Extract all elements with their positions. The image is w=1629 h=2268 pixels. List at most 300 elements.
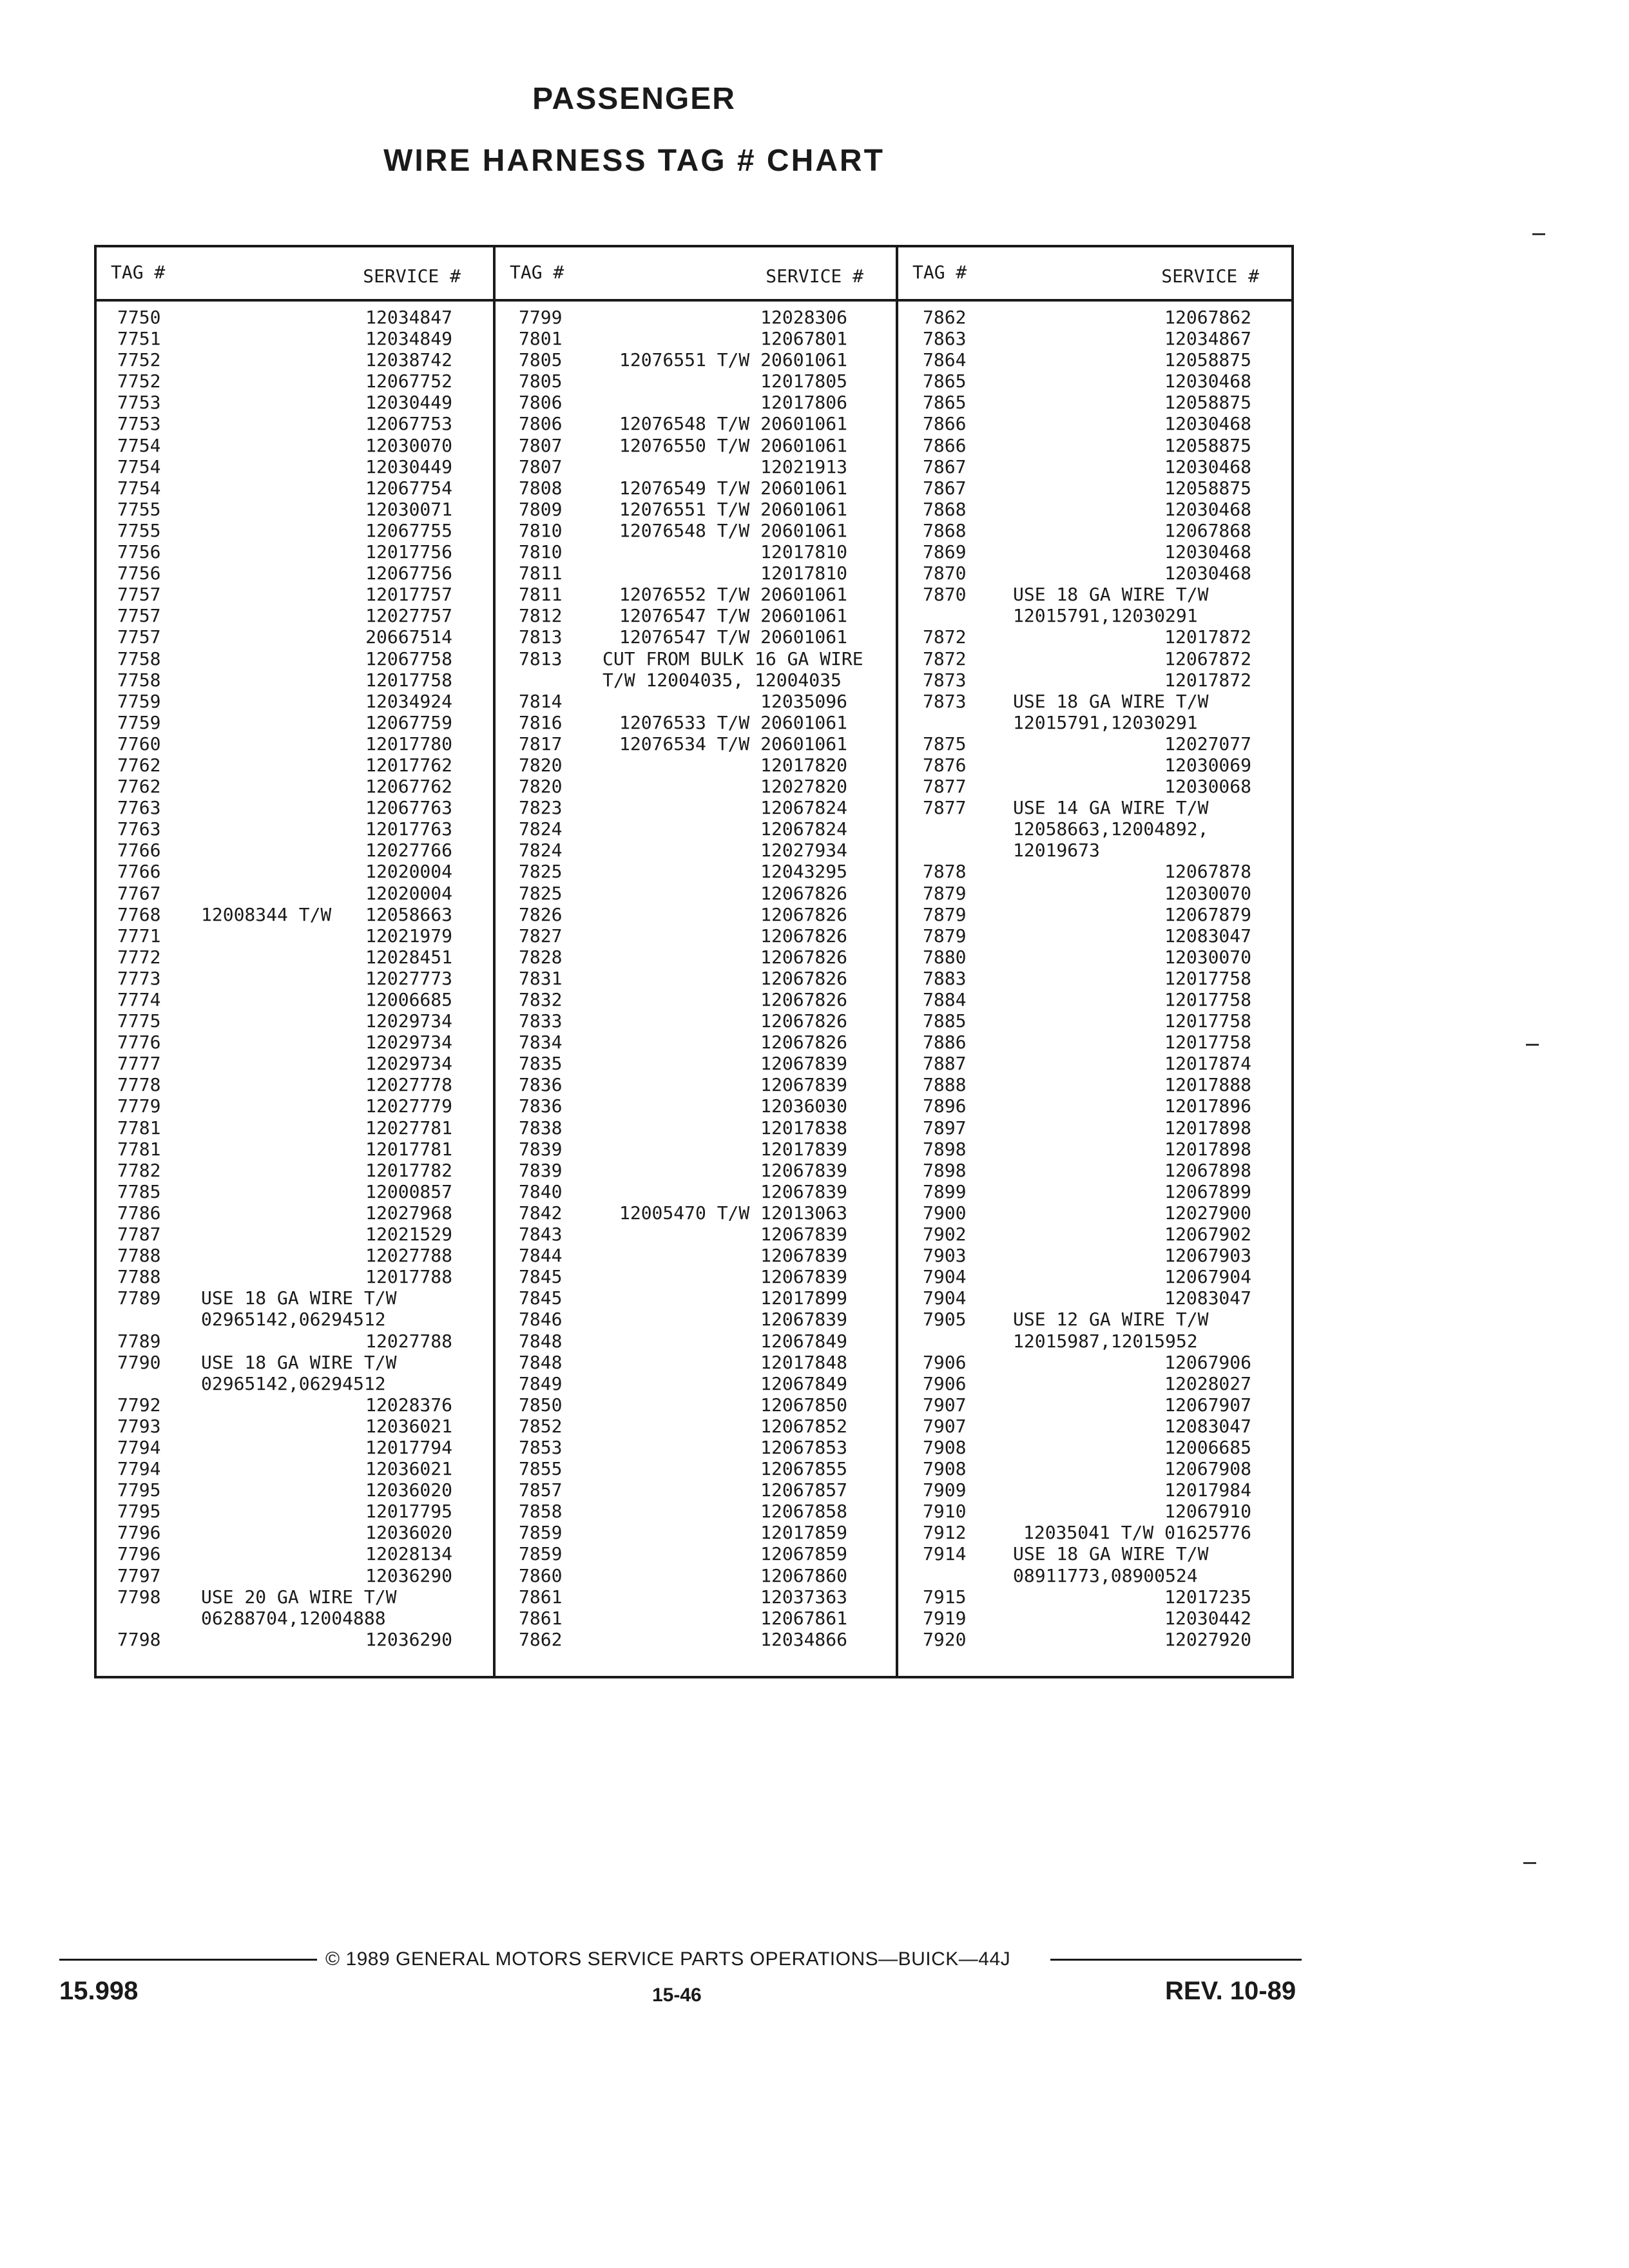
table-row: [923, 1373, 1251, 1394]
service-number: 12083047: [1164, 925, 1251, 947]
service-number: 12034849: [365, 328, 452, 350]
tag-number: 7759: [117, 711, 161, 733]
tag-number: 7757: [117, 626, 161, 648]
service-number: 12058875: [1164, 392, 1251, 414]
service-number: 12067899: [1164, 1180, 1251, 1202]
tag-number: 7883: [923, 967, 967, 989]
table-row: [117, 669, 452, 691]
tag-number: 7774: [117, 989, 161, 1010]
tag-number: 7906: [923, 1372, 967, 1394]
tag-number: 7789: [117, 1287, 161, 1309]
table-row: [117, 883, 452, 904]
table-row: [923, 1458, 1251, 1479]
tag-number: 7898: [923, 1159, 967, 1181]
service-number: 12067826: [760, 989, 847, 1010]
service-number: 12017874: [1164, 1053, 1251, 1075]
tag-number: 7771: [117, 925, 161, 947]
table-row: [117, 1202, 452, 1224]
service-number: 12067853: [760, 1436, 847, 1458]
tag-header: TAG #: [510, 262, 564, 283]
tag-number: 7903: [923, 1245, 967, 1267]
tag-number: 7914: [923, 1543, 967, 1565]
service-number: 12027900: [1164, 1202, 1251, 1224]
wire-note: 06288704,12004888: [201, 1607, 386, 1629]
tag-number: 7795: [117, 1479, 161, 1501]
service-number: 12021529: [365, 1224, 452, 1245]
column-divider: [896, 247, 898, 1676]
table-row: [923, 392, 1251, 413]
service-number: 20667514: [365, 626, 452, 648]
table-row: [923, 456, 1251, 477]
wire-note: 12019673: [1013, 840, 1100, 861]
service-number: 12036021: [365, 1458, 452, 1480]
tag-number: 7857: [519, 1479, 563, 1501]
service-number: 12017896: [1164, 1095, 1251, 1117]
tag-number: 7868: [923, 519, 967, 541]
table-row: [923, 1352, 1251, 1373]
service-number: 12083047: [1164, 1415, 1251, 1437]
service-number: 12017763: [365, 818, 452, 840]
chart-title: WIRE HARNESS TAG # CHART: [383, 144, 885, 178]
tag-number: 7861: [519, 1586, 563, 1608]
tag-number: 7902: [923, 1224, 967, 1245]
tag-number: 7788: [117, 1245, 161, 1267]
service-number: 12029734: [365, 1010, 452, 1032]
table-row: [117, 1032, 452, 1053]
tag-number: 7831: [519, 967, 563, 989]
service-header: SERVICE #: [766, 265, 863, 287]
service-number: 12067910: [1164, 1501, 1251, 1523]
tag-number: 7806: [519, 392, 563, 414]
table-row: [519, 1629, 847, 1650]
tag-number: 7757: [117, 584, 161, 606]
service-number: 12076548 T/W 20601061: [619, 519, 847, 541]
table-row: [923, 520, 1251, 541]
table-row: [923, 904, 1251, 925]
table-row: [117, 520, 452, 541]
service-number: 12067859: [760, 1543, 847, 1565]
tag-number: 7793: [117, 1415, 161, 1437]
service-number: 12036020: [365, 1522, 452, 1544]
tag-number: 7807: [519, 434, 563, 456]
service-number: 12017898: [1164, 1138, 1251, 1160]
service-number: 12067849: [760, 1372, 847, 1394]
table-row: [117, 477, 452, 499]
table-row: [519, 989, 847, 1010]
tag-header: TAG #: [111, 262, 166, 283]
tag-number: 7904: [923, 1287, 967, 1309]
service-number: 12036020: [365, 1479, 452, 1501]
table-row: [117, 1352, 452, 1373]
tag-number: 7795: [117, 1501, 161, 1523]
table-row: [923, 1586, 1251, 1608]
tag-number: 7814: [519, 690, 563, 712]
service-number: 12017810: [760, 541, 847, 563]
tag-number: 7873: [923, 690, 967, 712]
service-number: 12027077: [1164, 733, 1251, 754]
table-row: [923, 1202, 1251, 1224]
table-row: [923, 925, 1251, 947]
tag-number: 7763: [117, 797, 161, 819]
service-number: 12034866: [760, 1628, 847, 1650]
service-number: 12021913: [760, 456, 847, 477]
table-row: [923, 1010, 1251, 1032]
service-number: 12027773: [365, 967, 452, 989]
tag-number: 7766: [117, 861, 161, 883]
tag-number: 7877: [923, 776, 967, 798]
table-row: [923, 776, 1251, 797]
table-row: [519, 584, 847, 605]
table-row: [519, 776, 847, 797]
tag-number: 7886: [923, 1032, 967, 1053]
table-row: [117, 1394, 452, 1416]
service-number: 12067826: [760, 946, 847, 968]
table-row: [923, 1309, 1251, 1330]
tag-number: 7816: [519, 711, 563, 733]
page-title: PASSENGER: [532, 82, 736, 116]
tag-number: 7766: [117, 840, 161, 861]
table-row: [923, 1032, 1251, 1053]
wire-note: USE 18 GA WIRE T/W: [201, 1287, 397, 1309]
table-row: [923, 541, 1251, 562]
tag-number: 7828: [519, 946, 563, 968]
scan-mark: [1532, 233, 1545, 235]
service-number: 12017899: [760, 1287, 847, 1309]
table-row: [923, 499, 1251, 520]
table-row: [117, 1053, 452, 1074]
tag-number: 7832: [519, 989, 563, 1010]
table-row: [117, 818, 452, 840]
tag-number: 7868: [923, 498, 967, 520]
table-row: [923, 1117, 1251, 1139]
table-row: [923, 712, 1251, 733]
tag-number: 7869: [923, 541, 967, 563]
service-number: 12058875: [1164, 434, 1251, 456]
service-number: 12030468: [1164, 370, 1251, 392]
tag-number: 7762: [117, 754, 161, 776]
tag-number: 7863: [923, 328, 967, 350]
table-row: [117, 1117, 452, 1139]
service-number: 12017795: [365, 1501, 452, 1523]
service-number: 12017788: [365, 1266, 452, 1288]
service-number: 12067758: [365, 648, 452, 669]
table-row: [117, 413, 452, 434]
table-row: [519, 1224, 847, 1245]
service-number: 12067904: [1164, 1266, 1251, 1288]
tag-number: 7906: [923, 1351, 967, 1373]
copyright-line: © 1989 GENERAL MOTORS SERVICE PARTS OPERATIONS—BUICK—44J: [325, 1948, 1011, 1970]
table-row: [923, 1394, 1251, 1416]
service-number: 12027788: [365, 1245, 452, 1267]
wire-note: USE 20 GA WIRE T/W: [201, 1586, 397, 1608]
tag-number: 7801: [519, 328, 563, 350]
tag-number: 7810: [519, 541, 563, 563]
service-number: 12030068: [1164, 776, 1251, 798]
table-row: [117, 904, 452, 925]
wire-note: USE 18 GA WIRE T/W: [1013, 1543, 1209, 1565]
revision-label: REV. 10-89: [1165, 1977, 1296, 2005]
tag-number: 7778: [117, 1074, 161, 1096]
table-row: [923, 754, 1251, 776]
table-row: [519, 413, 847, 434]
tag-number: 7855: [519, 1458, 563, 1480]
wire-note: 02965142,06294512: [201, 1372, 386, 1394]
table-row: [117, 733, 452, 754]
tag-number: 7756: [117, 562, 161, 584]
table-row: [117, 1543, 452, 1564]
tag-number: 7878: [923, 861, 967, 883]
service-number: 12067826: [760, 903, 847, 925]
wire-note: USE 14 GA WIRE T/W: [1013, 797, 1209, 819]
table-row: [923, 669, 1251, 691]
column-header-3: [898, 250, 1291, 302]
tag-number: 7812: [519, 605, 563, 627]
table-row: [117, 1501, 452, 1522]
table-row: [117, 307, 452, 328]
service-number: 12017758: [1164, 1010, 1251, 1032]
tag-number: 7788: [117, 1266, 161, 1288]
table-row: [923, 349, 1251, 370]
tag-number: 7779: [117, 1095, 161, 1117]
service-number: 12036021: [365, 1415, 452, 1437]
service-number: 12017757: [365, 584, 452, 606]
table-row: [923, 1053, 1251, 1074]
table-row: [519, 861, 847, 882]
service-number: 12067839: [760, 1224, 847, 1245]
tag-number: 7849: [519, 1372, 563, 1394]
table-row: [923, 861, 1251, 882]
table-row: [117, 861, 452, 882]
tag-number: 7867: [923, 477, 967, 499]
tag-number: 7876: [923, 754, 967, 776]
wire-note: 08911773,08900524: [1013, 1564, 1198, 1586]
service-number: 12067849: [760, 1330, 847, 1352]
service-number: 12017782: [365, 1159, 452, 1181]
table-row: [117, 1160, 452, 1181]
service-number: 12017838: [760, 1117, 847, 1139]
tag-number: 7825: [519, 882, 563, 904]
footer-rule-right: [1050, 1959, 1302, 1961]
tag-number: 7808: [519, 477, 563, 499]
tag-number: 7817: [519, 733, 563, 754]
table-row: [117, 797, 452, 818]
tag-number: 7754: [117, 434, 161, 456]
tag-number: 7755: [117, 498, 161, 520]
table-row: [519, 1586, 847, 1608]
wire-note: 02965142,06294512: [201, 1309, 386, 1331]
table-row: [519, 499, 847, 520]
service-number: 12017872: [1164, 626, 1251, 648]
service-number: 12027757: [365, 605, 452, 627]
table-row: [923, 1479, 1251, 1501]
tag-number: 7753: [117, 392, 161, 414]
tag-number: 7799: [519, 307, 563, 328]
service-number: 12017806: [760, 392, 847, 414]
table-row: [117, 349, 452, 370]
tag-number: 7776: [117, 1032, 161, 1053]
tag-number: 7840: [519, 1180, 563, 1202]
service-number: 12067839: [760, 1266, 847, 1288]
table-row: [117, 1479, 452, 1501]
table-row: [519, 1501, 847, 1522]
service-number: 12067826: [760, 967, 847, 989]
service-number: 12058875: [1164, 477, 1251, 499]
table-row: [117, 1287, 452, 1309]
tag-number: 7859: [519, 1522, 563, 1544]
tag-number: 7862: [923, 307, 967, 328]
tag-number: 7754: [117, 477, 161, 499]
tag-number: 7824: [519, 840, 563, 861]
table-row: [923, 797, 1251, 818]
table-row: [519, 1608, 847, 1629]
service-number: 12067855: [760, 1458, 847, 1480]
tag-number: 7763: [117, 818, 161, 840]
tag-number: 7885: [923, 1010, 967, 1032]
service-number: 12027788: [365, 1330, 452, 1352]
tag-number: 7864: [923, 349, 967, 371]
table-column-2: [519, 307, 863, 1650]
table-row: [117, 1266, 452, 1287]
table-row: [923, 1224, 1251, 1245]
service-number: 12017810: [760, 562, 847, 584]
tag-number: 7897: [923, 1117, 967, 1139]
service-number: 12067879: [1164, 903, 1251, 925]
column-divider: [493, 247, 496, 1676]
table-row: [923, 968, 1251, 989]
tag-number: 7866: [923, 434, 967, 456]
table-row: [923, 1565, 1251, 1586]
table-row: [117, 754, 452, 776]
service-number: 12067753: [365, 413, 452, 435]
tag-number: 7805: [519, 349, 563, 371]
service-number: 12017794: [365, 1436, 452, 1458]
table-row: [117, 1074, 452, 1095]
service-number: 12067839: [760, 1180, 847, 1202]
service-number: 12076533 T/W 20601061: [619, 711, 847, 733]
table-row: [923, 1437, 1251, 1458]
table-row: [519, 1117, 847, 1139]
service-number: 12067861: [760, 1607, 847, 1629]
tag-number: 7757: [117, 605, 161, 627]
tag-number: 7820: [519, 776, 563, 798]
service-number: 12030449: [365, 392, 452, 414]
table-row: [923, 435, 1251, 456]
table-row: [117, 499, 452, 520]
tag-number: 7852: [519, 1415, 563, 1437]
service-number: 12067907: [1164, 1394, 1251, 1416]
service-number: 12017758: [1164, 1032, 1251, 1053]
table-row: [923, 1160, 1251, 1181]
table-row: [519, 754, 847, 776]
service-number: 12067902: [1164, 1224, 1251, 1245]
service-number: 12028376: [365, 1394, 452, 1416]
table-row: [117, 1416, 452, 1437]
service-number: 12027766: [365, 840, 452, 861]
table-row: [519, 1074, 847, 1095]
tag-number: 7781: [117, 1138, 161, 1160]
service-number: 12017898: [1164, 1117, 1251, 1139]
table-row: [923, 562, 1251, 584]
service-number: 12034847: [365, 307, 452, 328]
service-number: 12030468: [1164, 541, 1251, 563]
tag-number: 7785: [117, 1180, 161, 1202]
table-row: [519, 1287, 847, 1309]
service-number: 12038742: [365, 349, 452, 371]
service-number: 12076552 T/W 20601061: [619, 584, 847, 606]
tag-number: 7798: [117, 1586, 161, 1608]
table-row: [519, 1543, 847, 1564]
table-row: [923, 477, 1251, 499]
table-row: [117, 1458, 452, 1479]
service-number: 12017235: [1164, 1586, 1251, 1608]
tag-number: 7875: [923, 733, 967, 754]
service-number: 12030468: [1164, 562, 1251, 584]
table-row: [519, 1053, 847, 1074]
service-number: 12017758: [1164, 989, 1251, 1010]
wire-note: 12015791,12030291: [1013, 711, 1198, 733]
service-number: 12076551 T/W 20601061: [619, 349, 847, 371]
table-row: [519, 797, 847, 818]
service-number: 12076548 T/W 20601061: [619, 413, 847, 435]
wire-note: USE 12 GA WIRE T/W: [1013, 1309, 1209, 1331]
service-number: 12030071: [365, 498, 452, 520]
wire-note: T/W 12004035, 12004035: [602, 669, 842, 691]
service-number: 12028027: [1164, 1372, 1251, 1394]
service-number: 12006685: [1164, 1436, 1251, 1458]
service-number: 12017839: [760, 1138, 847, 1160]
service-number: 12067826: [760, 1032, 847, 1053]
table-row: [923, 1501, 1251, 1522]
table-row: [923, 370, 1251, 392]
scan-mark: [1526, 1044, 1539, 1046]
tag-number: 7845: [519, 1287, 563, 1309]
table-row: [519, 1202, 847, 1224]
tag-number: 7811: [519, 584, 563, 606]
service-number: 12029734: [365, 1032, 452, 1053]
service-number: 12030468: [1164, 413, 1251, 435]
service-number: 12067759: [365, 711, 452, 733]
table-row: [117, 776, 452, 797]
service-number: 12030449: [365, 456, 452, 477]
table-row: [519, 1416, 847, 1437]
table-row: [519, 1522, 847, 1543]
table-row: [117, 435, 452, 456]
table-row: [519, 1160, 847, 1181]
table-row: [519, 1245, 847, 1266]
table-row: [923, 1608, 1251, 1629]
table-row: [519, 1331, 847, 1352]
service-number: 12027778: [365, 1074, 452, 1096]
tag-number: 7754: [117, 456, 161, 477]
tag-number: 7908: [923, 1436, 967, 1458]
service-number: 12076551 T/W 20601061: [619, 498, 847, 520]
tag-number: 7772: [117, 946, 161, 968]
tag-number: 7786: [117, 1202, 161, 1224]
table-row: [117, 1309, 452, 1330]
service-number: 12067762: [365, 776, 452, 798]
table-row: [117, 1522, 452, 1543]
tag-number: 7825: [519, 861, 563, 883]
table-row: [117, 1010, 452, 1032]
page-number: 15-46: [652, 1984, 702, 2006]
table-row: [923, 691, 1251, 712]
service-number: 12027968: [365, 1202, 452, 1224]
service-number: 12067852: [760, 1415, 847, 1437]
table-row: [117, 1437, 452, 1458]
tag-number: 7794: [117, 1436, 161, 1458]
service-number: 12067908: [1164, 1458, 1251, 1480]
tag-number: 7900: [923, 1202, 967, 1224]
